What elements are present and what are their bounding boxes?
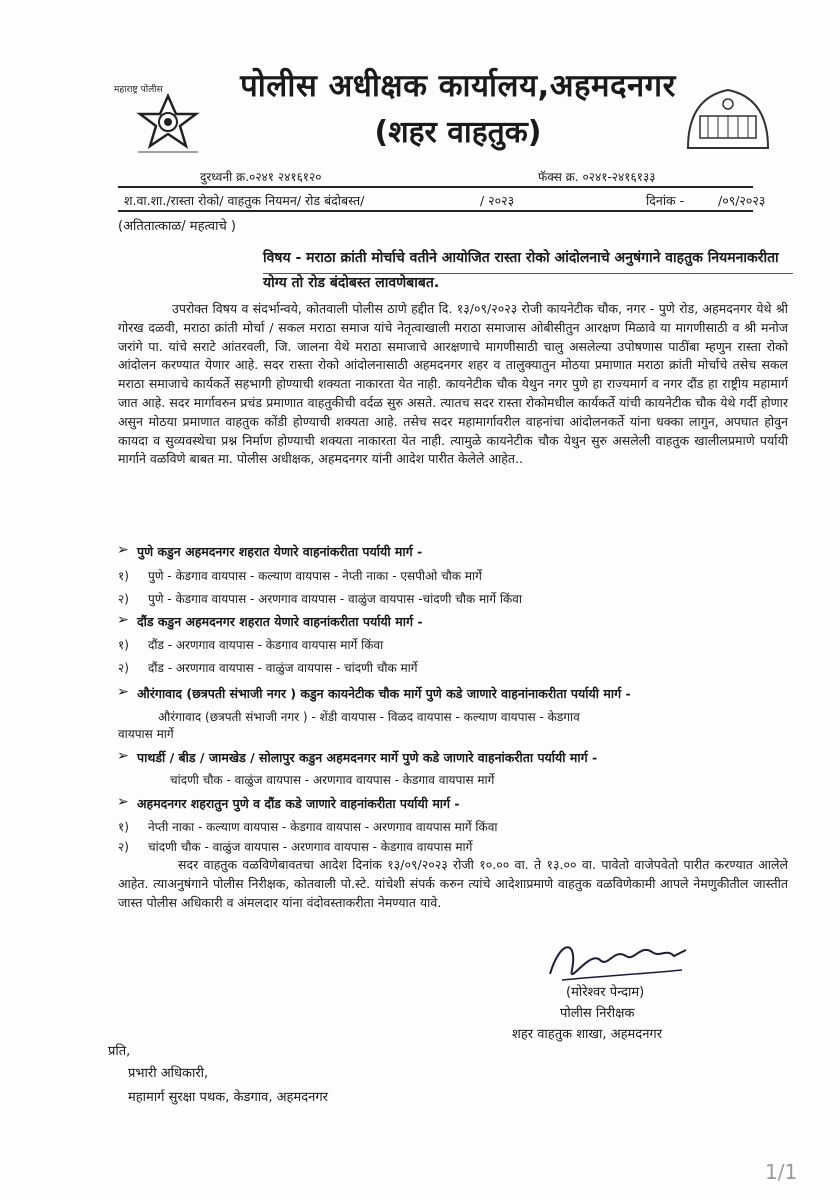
subject-underline <box>263 273 793 274</box>
subject-text: विषय - मराठा क्रांती मोर्चाचे वतीने आयोजित रास्ता रोको आंदोलनाचे अनुषंगाने वाहतुक नियमनाकरीता योग्य तो रोड बंदोबस्त लावणेबाबत. <box>263 250 779 291</box>
bullet-arrow-icon: ➢ <box>117 684 129 700</box>
route-line: चांदणी चौक - वाळुंज वायपास - अरणगाव वायपास - केडगाव वायपास मार्गे <box>170 773 495 787</box>
reference-year: / २०२३ <box>480 193 515 208</box>
body-paragraph-2: सदर वाहतुक वळविणेबावतचा आदेश दिनांक १३/०९/२०२३ रोजी १०.०० वा. ते १३.०० वा. पावेतो वाजेपवेतो पारीत करण्यात आलेले आहेत. त्याअनुषंगाने पोलीस निरीक्षक, कोतवाली पो.स्टे. यांचेशी संपर्क करुन त्यांचे आदेशाप्रमाणे वाहतुक वळविणेकामी आपले नेमणुकीतील जास्तीत जास्त पोलीस अधिकारी व अंमलदार यांना वंदोवस्ताकरीता नेमण्यात यावे. <box>118 857 788 910</box>
route-number: २) <box>118 840 129 854</box>
route-line: पुणे - केडगाव वायपास - अरणगाव वायपास - वाळुंज वायपास -चांदणी चौक मार्गे किंवा <box>148 592 522 606</box>
route-number: २) <box>118 661 129 675</box>
maharashtra-police-emblem-icon <box>108 78 228 158</box>
route-number: २) <box>118 592 129 606</box>
priority-tag: (अतितात्काळ/ महत्वाचे ) <box>118 219 236 234</box>
route-heading: पाथर्डी / बीड / जामखेड / सोलापुर कडुन अहमदनगर मार्गे पुणे कडे जाणारे वाहनांकरीता पर्यायी मार्ग - <box>137 750 598 765</box>
fax-number: फॅक्स क्र. ०२४१-२४१६१३३ <box>538 170 656 184</box>
phone-number: दुरध्वनी क्र.०२४१ २४१६१२० <box>200 170 322 184</box>
office-seal-icon <box>678 78 778 158</box>
subject-line <box>263 246 793 296</box>
route-number: १) <box>118 820 129 834</box>
reference-number: श.वा.शा./रास्ता रोको/ वाहतुक नियमन/ रोड बंदोबस्त/ <box>124 193 365 208</box>
office-title: पोलीस अधीक्षक कार्यालय,अहमदनगर <box>240 68 676 104</box>
route-heading: औरंगावाद (छत्रपती संभाजी नगर ) कडुन कायनेटीक चौक मार्गे पुणे कडे जाणारे वाहनांनाकरीता पर्यायी मार्ग - <box>137 686 631 701</box>
bullet-arrow-icon: ➢ <box>117 748 129 764</box>
route-line: दौंड - अरणगाव वायपास - वाळुंज वायपास - चांदणी चौक मार्गे <box>148 661 418 675</box>
route-line: पुणे - केडगाव वायपास - कल्याण वायपास - नेप्ती नाका - एसपीओ चौक मार्गे <box>148 569 482 583</box>
page-indicator: 1/1 <box>765 1160 798 1184</box>
office-subtitle: (शहर वाहतुक) <box>374 115 542 150</box>
route-heading: अहमदनगर शहरातुन पुणे व दौंड कडे जाणारे वाहनांकरीता पर्यायी मार्ग - <box>137 796 460 811</box>
bullet-arrow-icon: ➢ <box>117 794 129 810</box>
route-line: नेप्ती नाका - कल्याण वायपास - केडगाव वायपास - अरणगाव वायपास मार्गे किंवा <box>148 820 498 834</box>
route-line: चांदणी चौक - वाळुंज वायपास - अरणगाव वायपास - केडगाव वायपास मार्गे <box>148 840 473 854</box>
route-line: दौंड - अरणगाव वायपास - केडगाव वायपास मार्गे किंवा <box>148 638 384 652</box>
signatory-designation: पोलीस निरीक्षक <box>560 1006 635 1021</box>
route-number: १) <box>118 638 129 652</box>
route-line: औरंगावाद (छत्रपती संभाजी नगर ) - शेंडी वायपास - विळद वायपास - कल्याण वायपास - केडगाव <box>158 710 580 724</box>
handwritten-signature <box>542 930 692 990</box>
signatory-office: शहर वाहतुक शाखा, अहमदनगर <box>512 1027 663 1042</box>
svg-text:महाराष्ट्र पोलीस: महाराष्ट्र पोलीस <box>114 85 163 95</box>
date-value: /०९/२०२३ <box>718 193 766 208</box>
recipient-line-1: प्रभारी अधिकारी, <box>128 1066 209 1081</box>
recipient-line-2: महामार्ग सुरक्षा पथक, केडगाव, अहमदनगर <box>128 1090 328 1105</box>
signatory-name: (मोरेश्वर पेन्दाम) <box>566 985 645 1000</box>
date-label: दिनांक - <box>646 193 685 208</box>
route-line: वायपास मार्गे <box>118 727 174 741</box>
route-heading: पुणे कडुन अहमदनगर शहरात येणारे वाहनांकरीता पर्यायी मार्ग - <box>137 544 423 559</box>
route-heading: दौंड कडुन अहमदनगर शहरात येणारे वाहनांकरीता पर्यायी मार्ग - <box>137 614 423 629</box>
recipient-label: प्रति, <box>108 1044 131 1059</box>
bullet-arrow-icon: ➢ <box>117 542 129 558</box>
reference-bar <box>118 186 766 212</box>
body-paragraph-1: उपरोक्त विषय व संदर्भान्वये, कोतवाली पोलीस ठाणे हद्दीत दि. १३/०९/२०२३ रोजी कायनेटीक चौक, नगर - पुणे रोड, अहमदनगर येथे श्री गोरख दळवी, मराठा क्रांती मोर्चा / सकल मराठा समाज यांचे नेतृत्वाखाली मराठा समाजास ओबीसीतुन आरक्षण मिळावे या मागणीसाठी व श्री मनोज जरांगे पा. यांचे सराटे आंतरवली, जि. जालना येथे मराठा समाजाचे आरक्षणाचे मागणीसाठी चालु असलेल्या उपोषणास पाठींबा म्हणुन रास्ता रोको आंदोलन करण्यात येणार आहे. सदर रास्ता रोको आंदोलनासाठी अहमदनगर शहर व तालुक्यातुन मोठया प्रमाणात मराठा क्रांती मोर्चाचे तसेच सकल मराठा समाजाचे कार्यकर्ते सहभागी होण्याची शक्यता नाकारता येत नाही. कायनेटीक चौक येथुन नगर पुणे हा राज्यमार्ग व नगर दौंड हा राष्ट्रीय महामार्ग जात आहे. सदर मार्गावरुन प्रचंड प्रमाणात वाहतुकीची वर्दळ सुरु असते. त्यातच सदर रास्ता रोकोमधील कार्यकर्ते यांची कायनेटीक चौक येथे गर्दी होणार असुन मोठया प्रमाणात वाहतुक कोंडी होण्याची शक्यता आहे. तसेच सदर महामार्गावरील वाहनांचा आंदोलनकर्ते यांना धक्का लागुन, अपघात होवुन कायदा व सुव्यवस्थेचा प्रश्न निर्माण होण्याची शक्यता नाकारता येत नाही. त्यामुळे कायनेटीक चौक येथुन सुरु असलेली वाहतुक खालीलप्रमाणे पर्यायी मार्गाने वळविणे बाबत मा. पोलीस अधीक्षक, अहमदनगर यांनी आदेश पारीत केलेले आहेत.. <box>118 301 788 467</box>
bullet-arrow-icon: ➢ <box>117 612 129 628</box>
route-number: १) <box>118 569 129 583</box>
